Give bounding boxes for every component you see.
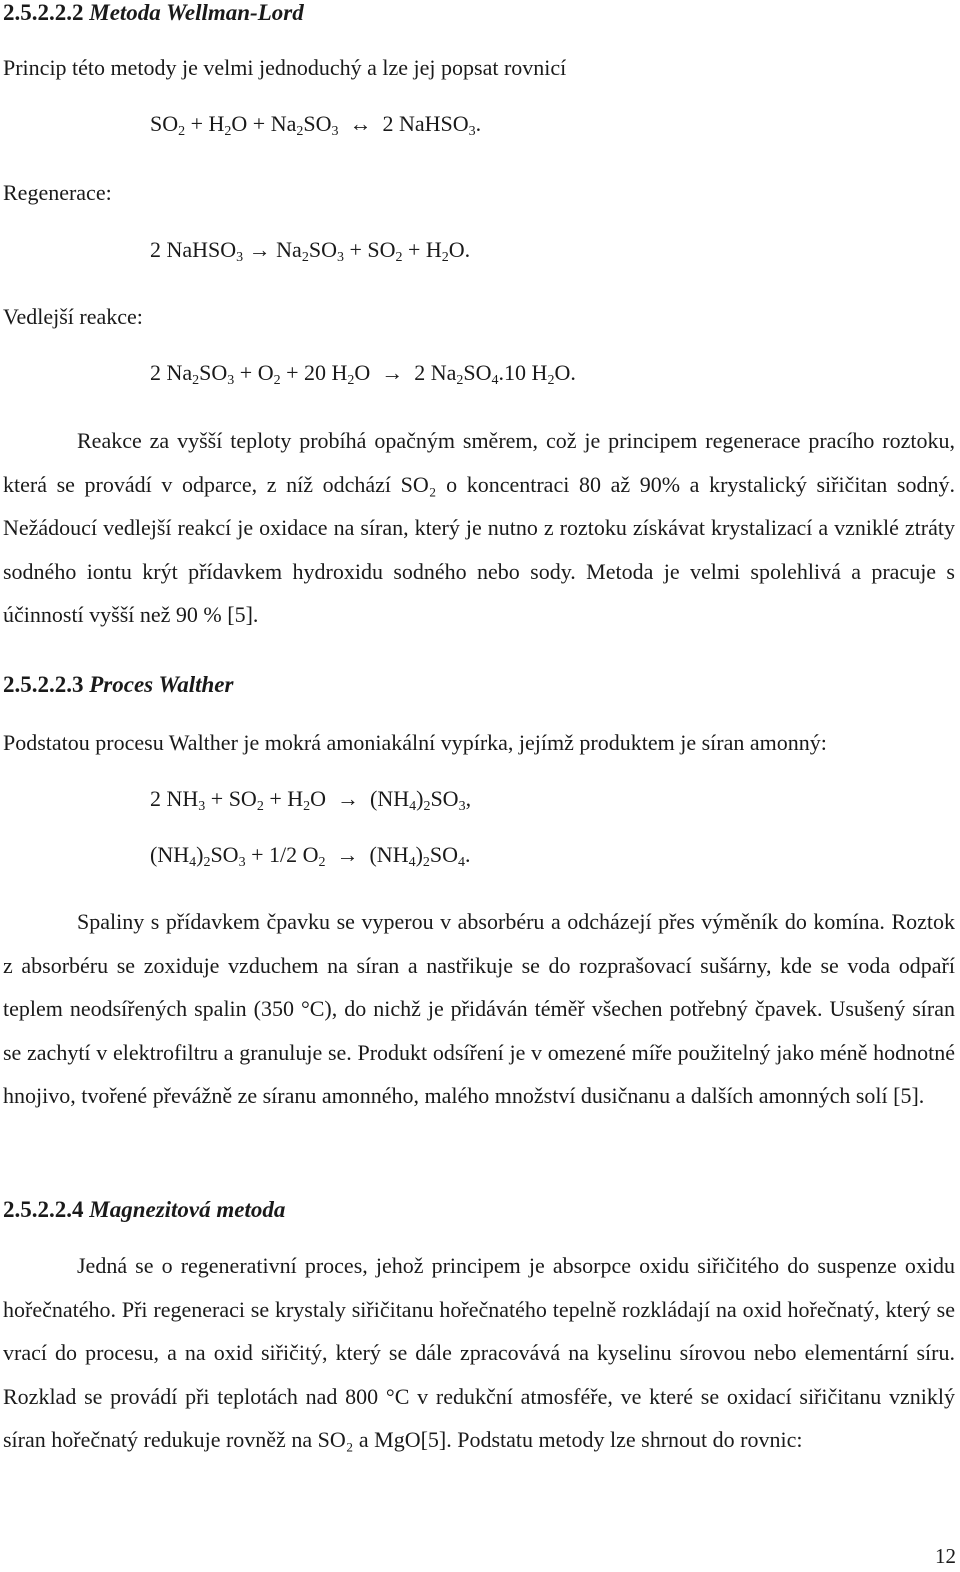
section-number: 2.5.2.2.4 [3, 1197, 84, 1222]
equation-1: $SO_2 + H_2O + Na_2SO_3$ ↔ 2 NaHSO$_3$. [150, 111, 482, 139]
regenerace-label: Regenerace: [3, 180, 112, 205]
paragraph-wellman-lord: Reakce za vyšší teploty probíhá opačným směrem, což je principem regenerace pracího roztoku, která se provádí v odparce, z níž odchází SO₂ o koncentraci 80 až 90% a krystalický siřičitan sodný. Nežádoucí vedlejší reakcí je oxidace na síran, který je nutno z roztoku získávat krystalizací a vzniklé ztráty sodného iontu krýt přídavkem hydroxidu sodného nebo sody. Metoda je velmi spolehlivá a pracuje s účinností vyšší než 90 % [5]. [3, 428, 955, 627]
paragraph-magnezitova: Jedná se o regenerativní proces, jehož principem je absorpce oxidu siřičitého do suspenze oxidu hořečnatého. Při regeneraci se krystaly siřičitanu hořečnatého tepelně rozkládají na oxid hořečnatý, který se vrací do procesu, a na oxid siřičitý, který se dále zpracovává na kyselinu sírovou nebo elementární síru. Rozklad se provádí při teplotách nad 800 °C v redukční atmosféře, ve které se oxidací siřičitanu vzniklý síran hořečnatý redukuje rovněž na SO₂ a MgO[5]. Podstatu metody lze shrnout do rovnic: [3, 1253, 955, 1452]
intro-text: Podstatou procesu Walther je mokrá amoniakální vypírka, jejímž produktem je síran amonný: [3, 730, 827, 755]
equation-3: 2 $Na_2SO_3 + O_2 + 20$ $H_2O \to 2$ $Na_2SO_4.10$ $H_2O$. [150, 360, 576, 388]
section-heading-magnezitova [3, 1197, 285, 1223]
section-title: Magnezitová metoda [89, 1197, 286, 1222]
equation-2: 2 NaHSO$_3$ → $Na_2SO_3 + SO_2 + H_2O$. [150, 237, 471, 265]
equation-4: 2 $NH_3 + SO_2 + H_2O \to (NH_4)_2SO_3$, [150, 786, 472, 814]
equation-5: $(NH_4)_2SO_3 + 1/2$ $O_2 \to (NH_4)_2SO_4$. [150, 842, 471, 870]
section-heading-walther [3, 672, 233, 698]
intro-text: Princip této metody je velmi jednoduchý a lze jej popsat rovnicí [3, 55, 567, 80]
section-heading-wellman-lord [3, 0, 304, 26]
section-number: 2.5.2.2.3 [3, 672, 84, 697]
page-number: 12 [935, 1544, 956, 1568]
section-title: Metoda Wellman-Lord [89, 0, 304, 25]
section-title: Proces Walther [89, 672, 234, 697]
section-number: 2.5.2.2.2 [3, 0, 84, 25]
vedlejsi-label: Vedlejší reakce: [3, 304, 143, 329]
paragraph-walther: Spaliny s přídavkem čpavku se vyperou v absorbéru a odcházejí přes výměník do komína. Roztok z absorbéru se zoxiduje vzduchem na síran a nastřikuje se do rozprašovací sušárny, kde se voda odpaří teplem neodsířených spalin (350 °C), do nichž je přidáván téměř všechen potřebný čpavek. Usušený síran se zachytí v elektrofiltru a granuluje se. Produkt odsíření je v omezené míře použitelný jako méně hodnotné hnojivo, tvořené převážně ze síranu amonného, malého množství dusičnanu a dalších amonných solí [5]. [3, 909, 955, 1108]
